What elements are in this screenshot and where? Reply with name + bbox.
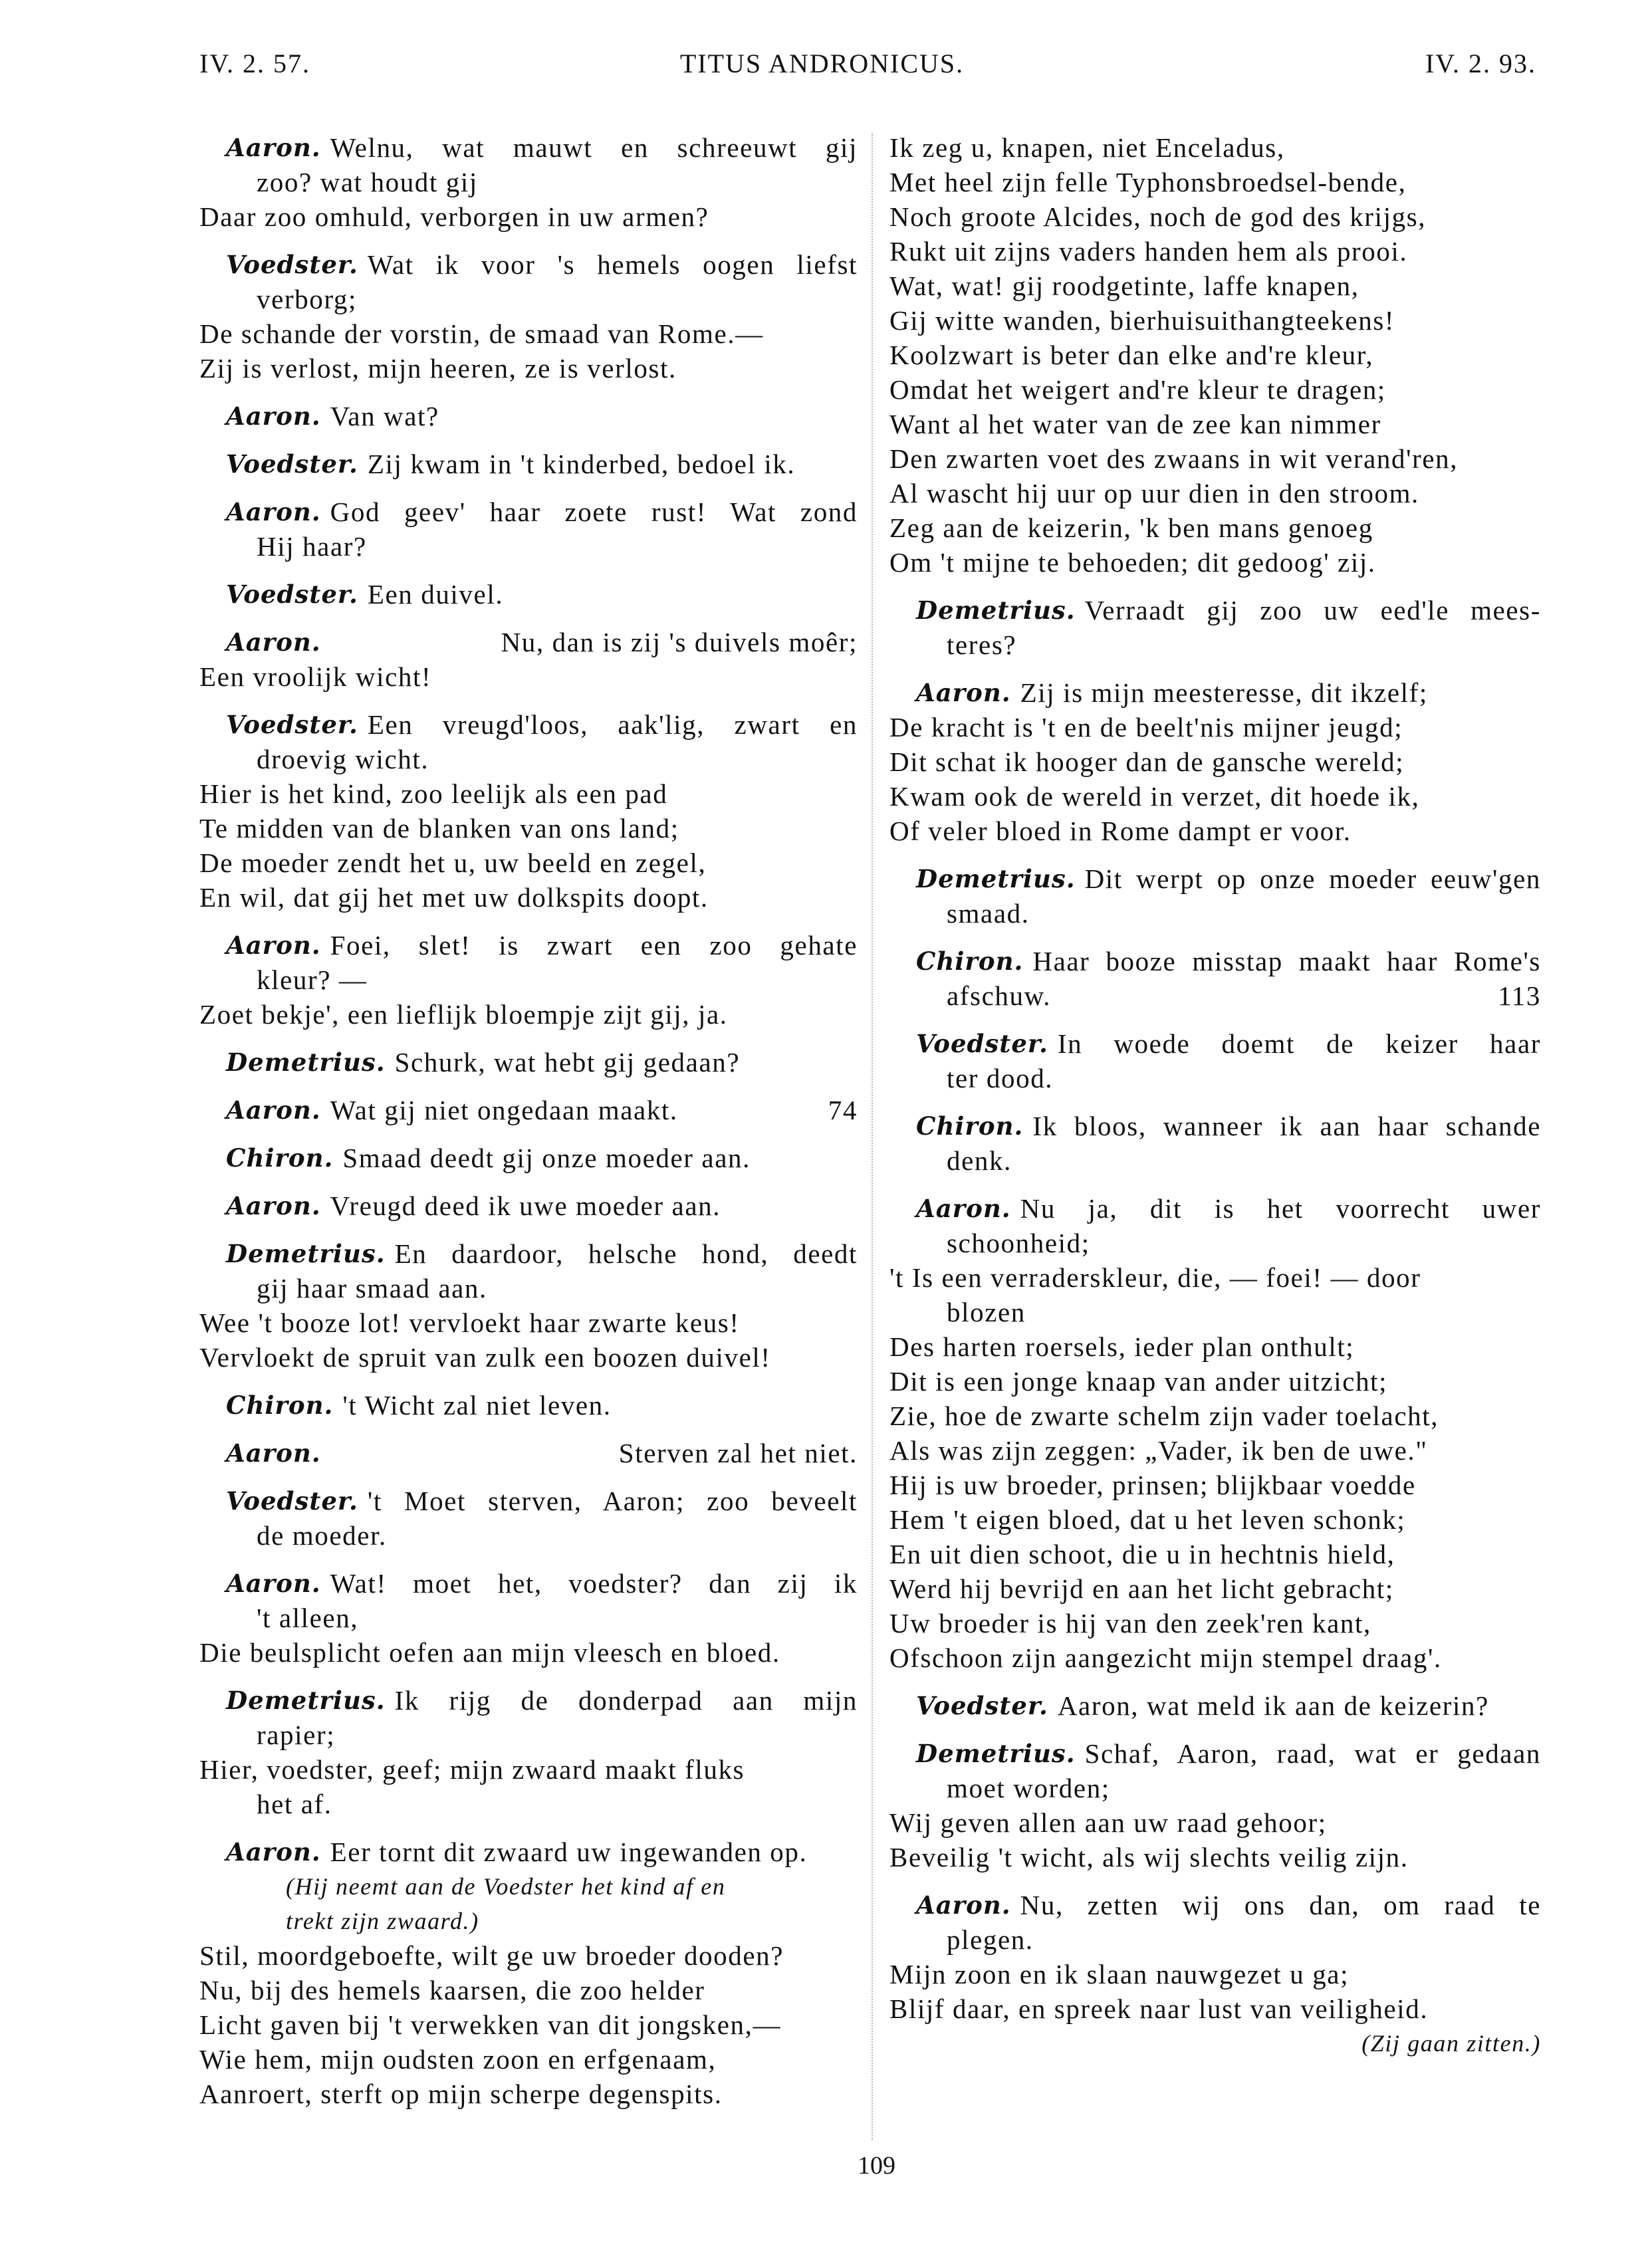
line-number: 74 [828, 1095, 858, 1125]
speech [199, 1141, 858, 1175]
line-text: Stil, moordgeboefte, wilt ge uw broeder dooden? [199, 1940, 784, 1971]
verse-line [199, 811, 858, 846]
verse-line [889, 476, 1541, 510]
line-text: Des harten roersels, ieder plan onthult; [889, 1331, 1355, 1362]
verse-line [889, 1840, 1541, 1874]
speech [889, 944, 1541, 1013]
continuation-line [199, 1601, 858, 1635]
line-text: Ik rijg de donderpad aan mijn [394, 1685, 858, 1716]
verse-line [199, 2077, 858, 2111]
speech [199, 1189, 858, 1223]
line-text: Daar zoo omhuld, verborgen in uw armen? [199, 201, 709, 232]
continuation-line [889, 896, 1541, 931]
speaker-name: Aaron. [226, 133, 321, 162]
speech-first-line [889, 1688, 1541, 1723]
verse-line [889, 1364, 1541, 1399]
line-text: Dit werpt op onze moeder eeuw'gen [1084, 863, 1541, 894]
speaker-name: Aaron. [226, 1438, 321, 1468]
line-text: Wie hem, mijn oudsten zoon en erfgenaam, [199, 2044, 717, 2075]
line-text: droevig wicht. [257, 744, 429, 774]
line-text: Dit schat ik hooger dan de gansche wereld; [889, 746, 1405, 777]
line-text: Te midden van de blanken van ons land; [199, 813, 679, 844]
header-act-scene-line-right: IV. 2. 93. [1425, 49, 1536, 78]
speech-first-line [889, 1736, 1541, 1771]
line-text: Vreugd deed ik uwe moeder aan. [330, 1191, 721, 1221]
speech-first-line [199, 707, 858, 742]
speech-first-line [199, 1484, 858, 1518]
line-text: Werd hij bevrijd en aan het licht gebracht; [889, 1573, 1394, 1604]
line-text: Eer tornt dit zwaard uw ingewanden op. [330, 1837, 808, 1867]
line-text: 't alleen, [257, 1603, 359, 1633]
verse-line [199, 1938, 858, 1973]
continuation-line [199, 1787, 858, 1821]
speaker-name: Demetrius. [226, 1686, 386, 1715]
line-number: 113 [1498, 980, 1541, 1011]
speaker-name: Voedster. [226, 1486, 358, 1516]
speech [199, 495, 858, 564]
verse-line [889, 1805, 1541, 1840]
line-text: Nu, zetten wij ons dan, om raad te [1020, 1890, 1541, 1920]
verse-line [889, 744, 1541, 779]
verse-line [889, 779, 1541, 814]
speaker-name: Chiron. [226, 1143, 334, 1173]
line-text: Als was zijn zeggen: „Vader, ik ben de uwe." [889, 1435, 1428, 1466]
verse-line [199, 1340, 858, 1375]
line-text: Een duivel. [367, 579, 504, 610]
speaker-name: Demetrius. [916, 864, 1076, 893]
speaker-name: Aaron. [226, 401, 321, 431]
verse-line [889, 545, 1541, 580]
stage-direction [199, 1904, 858, 1938]
speaker-name: Chiron. [916, 1111, 1024, 1141]
speech-first-line [199, 625, 858, 659]
speech [889, 1026, 1541, 1095]
speaker-name: Demetrius. [916, 1739, 1076, 1768]
line-text: Zeg aan de keizerin, 'k ben mans genoeg [889, 512, 1373, 543]
verse-line [889, 1991, 1541, 2026]
line-text: Die beulsplicht oefen aan mijn vleesch en bloed. [199, 1637, 780, 1668]
line-text: 't Wicht zal niet leven. [342, 1390, 612, 1420]
speech [199, 928, 858, 1032]
speech-first-line [199, 247, 858, 282]
speaker-name: Aaron. [226, 627, 321, 657]
speech-first-line [889, 1191, 1541, 1226]
speech-first-line [199, 1236, 858, 1271]
speech-first-line [199, 399, 858, 433]
speaker-name: Aaron. [226, 1191, 321, 1220]
line-text: afschuw. [947, 980, 1052, 1011]
line-text: Nu, bij des hemels kaarsen, die zoo helder [199, 1975, 705, 2005]
speech [889, 1109, 1541, 1178]
speech [199, 247, 858, 386]
speech [199, 1683, 858, 1821]
verse-line [199, 2042, 858, 2077]
speaker-name: Aaron. [916, 1194, 1011, 1223]
continuation-line [889, 1226, 1541, 1260]
line-text: Ik zeg u, knapen, niet Enceladus, [889, 132, 1285, 163]
line-text: Welnu, wat mauwt en schreeuwt gij [330, 132, 858, 163]
line-text: 't Moet sterven, Aaron; zoo beveelt [367, 1486, 858, 1516]
speech [199, 1388, 858, 1422]
verse-line [889, 338, 1541, 372]
line-text: De schande der vorstin, de smaad van Rome.— [199, 318, 764, 349]
line-text: Hij is uw broeder, prinsen; blijkbaar voedde [889, 1470, 1416, 1500]
speech [199, 577, 858, 612]
speech-first-line [889, 675, 1541, 710]
speech-first-line [199, 928, 858, 963]
line-text: Wij geven allen aan uw raad gehoor; [889, 1807, 1327, 1838]
verse-line [889, 710, 1541, 744]
verse-line [199, 880, 858, 915]
speech [889, 861, 1541, 931]
line-text: blozen [947, 1297, 1026, 1327]
line-text: Beveilig 't wicht, als wij slechts veilig zijn. [889, 1842, 1409, 1872]
continuation-line [889, 978, 1541, 1013]
line-text: En uit dien schoot, die u in hechtnis hield, [889, 1539, 1395, 1569]
stage-direction [199, 1869, 858, 1904]
speaker-name: Aaron. [916, 678, 1011, 707]
verse-line [889, 1957, 1541, 1991]
line-text: God geev' haar zoete rust! Wat zond [330, 497, 858, 527]
verse-line [889, 303, 1541, 338]
speaker-name: Voedster. [226, 449, 358, 479]
line-text: moet worden; [947, 1773, 1110, 1803]
line-text: Schurk, wat hebt gij gedaan? [394, 1047, 741, 1077]
verse-line [889, 1468, 1541, 1502]
line-text: Aanroert, sterft op mijn scherpe degenspits. [199, 2079, 723, 2109]
speech-first-line [199, 495, 858, 529]
line-text: Mijn zoon en ik slaan nauwgezet u ga; [889, 1959, 1350, 1989]
line-text: kleur? — [257, 964, 368, 995]
continuation-line [889, 1143, 1541, 1178]
speech-first-line [199, 1093, 858, 1127]
verse-line [889, 1329, 1541, 1364]
line-text: Uw broeder is hij van den zeek'ren kant, [889, 1608, 1371, 1639]
line-text: (Zij gaan zitten.) [1361, 2030, 1541, 2057]
line-text: Koolzwart is beter dan elke and're kleur, [889, 340, 1374, 370]
speech-first-line [889, 944, 1541, 978]
line-text: Om 't mijne te behoeden; dit gedoog' zij. [889, 547, 1376, 578]
speech-first-line [199, 1835, 858, 1869]
continuation-line [199, 742, 858, 776]
verse-line [889, 441, 1541, 476]
continuation-line [199, 1718, 858, 1752]
speech [889, 1888, 1541, 2061]
speech [199, 1484, 858, 1553]
line-text: trekt zijn zwaard.) [286, 1908, 479, 1934]
verse-line [889, 199, 1541, 234]
speech-first-line [199, 1045, 858, 1079]
column-divider [872, 133, 873, 2140]
verse-line [889, 1571, 1541, 1606]
verse-line [199, 316, 858, 351]
speaker-name: Demetrius. [916, 596, 1076, 625]
continuation-line [889, 627, 1541, 662]
line-text: Aaron, wat meld ik aan de keizerin? [1057, 1690, 1489, 1721]
speech [199, 1093, 858, 1127]
line-text: gij haar smaad aan. [257, 1273, 487, 1304]
header-act-scene-line-left: IV. 2. 57. [199, 49, 311, 78]
speech [889, 593, 1541, 662]
line-text: plegen. [947, 1924, 1034, 1955]
line-text: Blijf daar, en spreek naar lust van veiligheid. [889, 1993, 1429, 2024]
speaker-name: Aaron. [916, 1890, 1011, 1920]
speaker-name: Voedster. [916, 1029, 1048, 1058]
speaker-name: Chiron. [916, 947, 1024, 976]
line-text: Sterven zal het niet. [618, 1438, 858, 1468]
line-text: Zij is mijn meesteresse, dit ikzelf; [1020, 677, 1428, 708]
line-text: En wil, dat gij het met uw dolkspits doopt. [199, 882, 709, 913]
speech [889, 675, 1541, 848]
speaker-name: Voedster. [226, 250, 358, 279]
speech-first-line [199, 1683, 858, 1718]
verse-line [889, 1399, 1541, 1433]
line-text: Zoet bekje', een lieflijk bloempje zijt gij, ja. [199, 999, 728, 1030]
continuation-line [199, 1518, 858, 1553]
left-column [199, 130, 858, 2111]
line-text: verborg; [257, 284, 357, 314]
verse-line [889, 1537, 1541, 1571]
speech [199, 1236, 858, 1375]
speech [199, 1566, 858, 1670]
line-text: zoo? wat houdt gij [257, 167, 478, 197]
line-text: Van wat? [330, 401, 439, 431]
verse-line [199, 997, 858, 1032]
line-text: Wat ik voor 's hemels oogen liefst [367, 249, 858, 280]
line-text: Foei, slet! is zwart een zoo gehate [330, 930, 858, 961]
line-text: Ofschoon zijn aangezicht mijn stempel draag'. [889, 1643, 1442, 1673]
line-text: Al wascht hij uur op uur dien in den stroom. [889, 478, 1419, 509]
speech-first-line [199, 1436, 858, 1470]
verse-line [199, 351, 858, 386]
line-text: Hier is het kind, zoo leelijk als een pad [199, 778, 668, 809]
line-text: Wat! moet het, voedster? dan zij ik [330, 1568, 858, 1599]
line-text: Wat, wat! gij roodgetinte, laffe knapen, [889, 271, 1359, 301]
line-text: Wat gij niet ongedaan maakt. [330, 1095, 678, 1125]
speaker-name: Voedster. [916, 1691, 1048, 1720]
line-text: Haar booze misstap maakt haar Rome's [1032, 946, 1541, 976]
speech-first-line [199, 1388, 858, 1422]
verse-line [199, 776, 858, 811]
line-text: Hij haar? [257, 531, 367, 562]
right-column [889, 130, 1541, 2061]
line-text: Omdat het weigert and're kleur te dragen; [889, 374, 1386, 405]
line-text: de moeder. [257, 1520, 387, 1551]
line-text: Verraadt gij zoo uw eed'le mees- [1084, 595, 1541, 625]
verse-line [889, 407, 1541, 441]
speech [199, 399, 858, 433]
verse-line [889, 269, 1541, 303]
speech-first-line [889, 1026, 1541, 1061]
verse-line [199, 1973, 858, 2007]
speaker-name: Aaron. [226, 1569, 321, 1598]
speech [889, 1191, 1541, 1675]
line-text: 't Is een verraderskleur, die, — foei! — door [889, 1262, 1421, 1293]
speech-first-line [199, 577, 858, 612]
speech-first-line [889, 593, 1541, 627]
speech-first-line [199, 1141, 858, 1175]
line-text: Kwam ook de wereld in verzet, dit hoede ik, [889, 781, 1420, 812]
speaker-name: Voedster. [226, 710, 358, 739]
speaker-name: Aaron. [226, 1095, 321, 1125]
verse-line [889, 1641, 1541, 1675]
line-text: Zij is verlost, mijn heeren, ze is verlost. [199, 353, 677, 384]
line-text: Vervloekt de spruit van zulk een boozen duivel! [199, 1342, 771, 1373]
line-text: Zie, hoe de zwarte schelm zijn vader toelacht, [889, 1401, 1439, 1431]
verse-line [199, 199, 858, 234]
verse-line [199, 659, 858, 694]
speech-first-line [889, 1109, 1541, 1143]
line-text: Zij kwam in 't kinderbed, bedoel ik. [367, 449, 796, 479]
line-text: Den zwarten voet des zwaans in wit verand'ren, [889, 443, 1459, 474]
page-number: 109 [858, 2152, 895, 2180]
continuation-line [199, 529, 858, 564]
speech [199, 1436, 858, 1470]
line-text: rapier; [257, 1720, 336, 1750]
speech [199, 625, 858, 694]
verse-line [199, 846, 858, 880]
line-text: het af. [257, 1789, 332, 1819]
line-text: Licht gaven bij 't verwekken van dit jongsken,— [199, 2009, 782, 2040]
line-text: In woede doemt de keizer haar [1057, 1028, 1541, 1059]
speech [199, 130, 858, 234]
line-text: De kracht is 't en de beelt'nis mijner jeugd; [889, 712, 1403, 742]
speaker-name: Aaron. [226, 931, 321, 960]
line-text: Met heel zijn felle Typhonsbroedsel-bende, [889, 167, 1407, 197]
verse-line [889, 234, 1541, 269]
verse-line [199, 1305, 858, 1340]
verse-line [199, 1752, 858, 1787]
verse-line [889, 510, 1541, 545]
line-text: (Hij neemt aan de Voedster het kind af en [286, 1873, 726, 1900]
line-text: Gij witte wanden, bierhuisuithangteekens! [889, 305, 1395, 336]
verse-line [889, 165, 1541, 199]
line-text: Schaf, Aaron, raad, wat er gedaan [1084, 1738, 1541, 1769]
speech-first-line [199, 1189, 858, 1223]
line-text: smaad. [947, 898, 1030, 929]
line-text: Een vreugd'loos, aak'lig, zwart en [367, 709, 858, 740]
line-text: Want al het water van de zee kan nimmer [889, 409, 1381, 439]
speech-first-line [889, 1888, 1541, 1922]
speech-first-line [889, 861, 1541, 896]
verse-block [889, 130, 1541, 580]
running-title: TITUS ANDRONICUS. [679, 49, 965, 78]
speaker-name: Voedster. [226, 580, 358, 609]
speech [889, 1736, 1541, 1874]
line-text: Hier, voedster, geef; mijn zwaard maakt fluks [199, 1754, 745, 1785]
speech [199, 1045, 858, 1079]
continuation-line [199, 165, 858, 199]
line-text: teres? [947, 629, 1017, 660]
verse-line [199, 1635, 858, 1670]
line-text: ter dood. [947, 1063, 1054, 1093]
verse-line [889, 372, 1541, 407]
line-text: Nu, dan is zij 's duivels moêr; [501, 627, 858, 657]
speaker-name: Aaron. [226, 1837, 321, 1867]
line-text: Ik bloos, wanneer ik aan haar schande [1032, 1111, 1541, 1141]
line-text: Hem 't eigen bloed, dat u het leven schonk; [889, 1504, 1406, 1535]
line-text: Een vroolijk wicht! [199, 661, 432, 692]
speaker-name: Aaron. [226, 497, 321, 526]
verse-line [889, 1260, 1541, 1295]
verse-line [889, 1502, 1541, 1537]
line-text: De moeder zendt het u, uw beeld en zegel, [199, 848, 707, 878]
line-text: Noch groote Alcides, noch de god des krijgs, [889, 201, 1427, 232]
verse-line [889, 814, 1541, 848]
speaker-name: Demetrius. [226, 1239, 386, 1268]
line-text: Of veler bloed in Rome dampt er voor. [889, 816, 1351, 846]
speaker-name: Demetrius. [226, 1048, 386, 1077]
line-text: En daardoor, helsche hond, deedt [394, 1238, 858, 1269]
verse-line [889, 130, 1541, 165]
line-text: Dit is een jonge knaap van ander uitzicht; [889, 1366, 1388, 1397]
speech-first-line [199, 447, 858, 481]
continuation-line [889, 1771, 1541, 1805]
continuation-line [199, 963, 858, 997]
continuation-line [889, 1295, 1541, 1329]
speech [199, 707, 858, 915]
verse-line [889, 1606, 1541, 1641]
continuation-line [889, 1922, 1541, 1957]
line-text: Nu ja, dit is het voorrecht uwer [1020, 1193, 1541, 1224]
speech-first-line [199, 1566, 858, 1601]
verse-line [199, 2007, 858, 2042]
line-text: denk. [947, 1145, 1012, 1176]
speech [199, 1835, 858, 2111]
continuation-line [199, 1271, 858, 1305]
line-text: Wee 't booze lot! vervloekt haar zwarte keus! [199, 1307, 740, 1338]
speech [199, 447, 858, 481]
verse-line [889, 1433, 1541, 1468]
continuation-line [889, 1061, 1541, 1095]
stage-direction [889, 2026, 1541, 2061]
speaker-name: Chiron. [226, 1391, 334, 1420]
line-text: Rukt uit zijns vaders handen hem als prooi. [889, 236, 1408, 267]
speech-first-line [199, 130, 858, 165]
speech [889, 1688, 1541, 1723]
line-text: Smaad deedt gij onze moeder aan. [342, 1143, 751, 1173]
line-text: schoonheid; [947, 1228, 1090, 1258]
continuation-line [199, 282, 858, 316]
